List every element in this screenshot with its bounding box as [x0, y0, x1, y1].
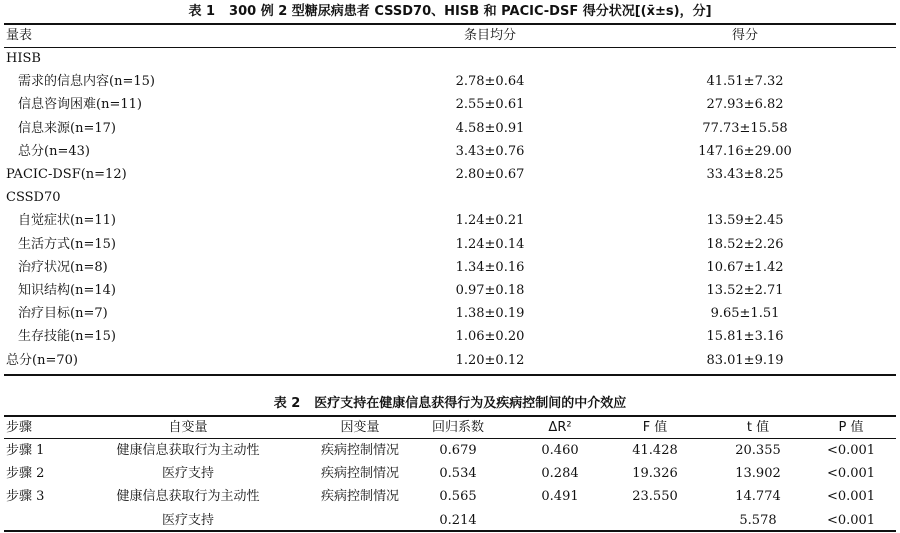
table1-row — [0, 302, 900, 325]
table1-row-item-mean: 2.78±0.64 — [455, 74, 525, 90]
table1-row-item-mean: 3.43±0.76 — [455, 143, 525, 159]
table2-row — [0, 509, 900, 532]
table2-row-iv: 医疗支持 — [161, 466, 214, 482]
table1-row — [0, 256, 900, 279]
table2-header-iv: 自变量 — [168, 420, 208, 435]
table1-row — [0, 349, 900, 372]
table1-row-label: CSSD70 — [6, 190, 61, 206]
table1-row-score: 13.52±2.71 — [706, 283, 784, 298]
table2-row-p: <0.001 — [826, 443, 876, 458]
table2-row-t: 14.774 — [735, 489, 781, 505]
table2-row-dr2: 0.491 — [541, 489, 579, 505]
table1-title: 300 例 2 型糖尿病患者 CSSD70、HISB 和 PACIC-DSF 得分状况[(x̄±s)，分] — [229, 4, 712, 19]
table1-row-score: 83.01±9.19 — [706, 352, 784, 368]
table1-row-item-mean: 2.80±0.67 — [455, 167, 525, 182]
table1-bottom-rule — [4, 374, 896, 376]
table1-row-label: 治疗目标(n=7) — [18, 306, 108, 322]
table1-row — [0, 47, 900, 70]
table1-header-rule — [4, 47, 896, 48]
table1-header-score: 得分 — [731, 28, 758, 43]
table1-row-label: PACIC-DSF(n=12) — [6, 167, 127, 182]
table1-row-score: 15.81±3.16 — [706, 329, 784, 345]
table2-header-t: t 值 — [746, 420, 770, 435]
table2-row-t: 20.355 — [735, 443, 781, 458]
table1-header-row — [0, 24, 900, 47]
table2-header-rule — [4, 438, 896, 439]
table1-row-item-mean: 0.97±0.18 — [455, 283, 525, 298]
table2-row-f: 19.326 — [632, 466, 678, 482]
table2-header-p: P 值 — [838, 420, 864, 435]
table1-row — [0, 70, 900, 93]
table2-header-coef: 回归系数 — [431, 420, 484, 435]
table2-row-dv: 疾病控制情况 — [320, 443, 399, 458]
table2-row — [0, 485, 900, 508]
table2-row-coef: 0.565 — [439, 489, 477, 505]
table2-header-f: F 值 — [642, 420, 668, 435]
table1-row — [0, 93, 900, 116]
table2-row — [0, 462, 900, 485]
table2-row-iv: 健康信息获取行为主动性 — [116, 443, 260, 458]
table2-row-p: <0.001 — [826, 466, 876, 482]
table2-row-t: 5.578 — [739, 512, 777, 528]
table1-row — [0, 117, 900, 140]
table2-bottom-rule — [4, 530, 896, 532]
table1-row — [0, 279, 900, 302]
table1-row-label: 生活方式(n=15) — [18, 236, 116, 252]
table1-row-label: 知识结构(n=14) — [18, 283, 116, 298]
table1-row-label: 需求的信息内容(n=15) — [18, 74, 155, 90]
table1-row — [0, 186, 900, 209]
table2-row-dr2: 0.284 — [541, 466, 579, 482]
table1-row-score: 9.65±1.51 — [710, 306, 780, 322]
table2-row-step: 步骤 3 — [6, 489, 45, 505]
table2-row-p: <0.001 — [826, 512, 876, 528]
table2-row-step: 步骤 1 — [6, 443, 45, 458]
table2-header-step: 步骤 — [6, 420, 33, 435]
table2-row-t: 13.902 — [735, 466, 781, 482]
table2-row-iv: 健康信息获取行为主动性 — [116, 489, 260, 505]
table1-row — [0, 163, 900, 186]
table1-row-item-mean: 1.06±0.20 — [455, 329, 525, 345]
table1-row-item-mean: 1.20±0.12 — [455, 352, 525, 368]
table2-row-f: 41.428 — [632, 443, 678, 458]
table2-row — [0, 439, 900, 462]
table1-row-label: 信息咨询困难(n=11) — [18, 97, 142, 113]
table2-caption — [0, 396, 900, 412]
table2-row-coef: 0.214 — [439, 512, 477, 528]
table2-header-dr2: ΔR² — [548, 420, 572, 435]
table1-row-score: 18.52±2.26 — [706, 236, 784, 252]
table1-row-score: 13.59±2.45 — [706, 213, 784, 229]
table1-row-item-mean: 1.34±0.16 — [455, 259, 525, 275]
table1-row-score: 41.51±7.32 — [706, 74, 784, 90]
table1-row-item-mean: 2.55±0.61 — [455, 97, 525, 113]
table2-row-p: <0.001 — [826, 489, 876, 505]
table1-row-score: 10.67±1.42 — [706, 259, 784, 275]
table1-number: 表 1 — [188, 4, 216, 19]
table2-row-coef: 0.679 — [439, 443, 477, 458]
table1-row-score: 77.73±15.58 — [702, 120, 788, 136]
table1-row — [0, 209, 900, 232]
table1-caption — [0, 4, 900, 20]
table1-row-label: 自觉症状(n=11) — [18, 213, 116, 229]
table1-row-label: 总分(n=43) — [18, 143, 90, 159]
table2-header-row — [0, 416, 900, 439]
table1-row-score: 27.93±6.82 — [706, 97, 784, 113]
table2-row-dr2: 0.460 — [541, 443, 579, 458]
table1-row-item-mean: 1.24±0.14 — [455, 236, 525, 252]
table1-row — [0, 233, 900, 256]
table2-number: 表 2 — [273, 396, 301, 411]
table2-row-dv: 疾病控制情况 — [320, 489, 399, 505]
table1-row-label: 生存技能(n=15) — [18, 329, 116, 345]
table1-row — [0, 325, 900, 348]
table2-row-dv: 疾病控制情况 — [320, 466, 399, 482]
table2-row-step: 步骤 2 — [6, 466, 45, 482]
table1-row-item-mean: 4.58±0.91 — [455, 120, 525, 136]
table2-row-iv: 医疗支持 — [161, 512, 214, 528]
table2-header-dv: 因变量 — [340, 420, 380, 435]
table1-header-item-mean: 条目均分 — [463, 28, 516, 43]
table1-header-scale: 量表 — [6, 28, 33, 43]
table1-row — [0, 140, 900, 163]
table1-row-label: HISB — [6, 51, 41, 66]
table1-row-label: 信息来源(n=17) — [18, 120, 116, 136]
table1-row-score: 33.43±8.25 — [706, 167, 784, 182]
table2-title: 医疗支持在健康信息获得行为及疾病控制间的中介效应 — [314, 396, 627, 411]
table1-row-label: 总分(n=70) — [6, 352, 78, 368]
table1-row-item-mean: 1.38±0.19 — [455, 306, 525, 322]
table1-row-label: 治疗状况(n=8) — [18, 259, 108, 275]
table1-row-item-mean: 1.24±0.21 — [455, 213, 525, 229]
table2-row-f: 23.550 — [632, 489, 678, 505]
table1-row-score: 147.16±29.00 — [698, 143, 792, 159]
table2-row-coef: 0.534 — [439, 466, 477, 482]
